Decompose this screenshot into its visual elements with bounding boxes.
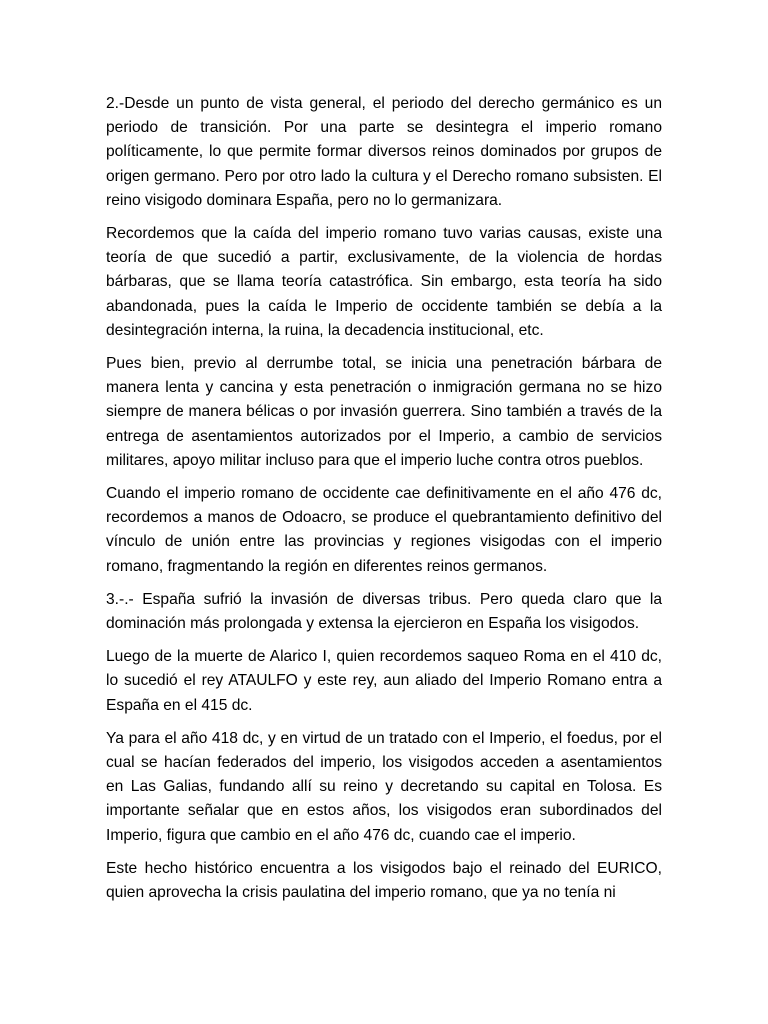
paragraph-7: Ya para el año 418 dc, y en virtud de un tratado con el Imperio, el foedus, por el cual se hacían federados del imperio, los visigodos acceden a asentamientos en Las Galias, fundando allí su reino y decretando su capital en Tolosa. Es importante señalar que en estos años, los visigodos eran subordinados del Imperio, figura que cambio en el año 476 dc, cuando cae el imperio. — [106, 729, 662, 844]
paragraph-4: Cuando el imperio romano de occidente cae definitivamente en el año 476 dc, recordemos a manos de Odoacro, se produce el quebrantamiento definitivo del vínculo de unión entre las provincias y regiones visigodas con el imperio romano, fragmentando la región en diferentes reinos germanos. — [106, 485, 662, 575]
paragraph-6: Luego de la muerte de Alarico I, quien recordemos saqueo Roma en el 410 dc, lo sucedió el rey ATAULFO y este rey, aun aliado del Imperio Romano entra a España en el 415 dc. — [106, 648, 662, 714]
paragraph-3: Pues bien, previo al derrumbe total, se inicia una penetración bárbara de manera lenta y cancina y esta penetración o inmigración germana no se hizo siempre de manera bélicas o por invasión guerrera. Sino también a través de la entrega de asentamientos autorizados por el Imperio, a cambio de servicios militares, apoyo militar incluso para que el imperio luche contra otros pueblos. — [106, 355, 662, 469]
document-body — [106, 92, 662, 914]
paragraph-5: 3.-.- España sufrió la invasión de diversas tribus. Pero queda claro que la dominación más prolongada y extensa la ejercieron en España los visigodos. — [106, 590, 662, 633]
paragraph-8: Este hecho histórico encuentra a los visigodos bajo el reinado del EURICO, quien aprovecha la crisis paulatina del imperio romano, que ya no tenía ni — [106, 859, 662, 902]
paragraph-2: Recordemos que la caída del imperio romano tuvo varias causas, existe una teoría de que sucedió a partir, exclusivamente, de la violencia de hordas bárbaras, que se llama teoría catastrófica. Sin embargo, esta teoría ha sido abandonada, pues la caída le Imperio de occidente también se debía a la desintegración interna, la ruina, la decadencia institucional, etc. — [106, 225, 662, 339]
paragraph-1: 2.-Desde un punto de vista general, el periodo del derecho germánico es un periodo de transición. Por una parte se desintegra el imperio romano políticamente, lo que permite formar diversos reinos dominados por grupos de origen germano. Pero por otro lado la cultura y el Derecho romano subsisten. El reino visigodo dominara España, pero no lo germanizara. — [106, 95, 662, 209]
